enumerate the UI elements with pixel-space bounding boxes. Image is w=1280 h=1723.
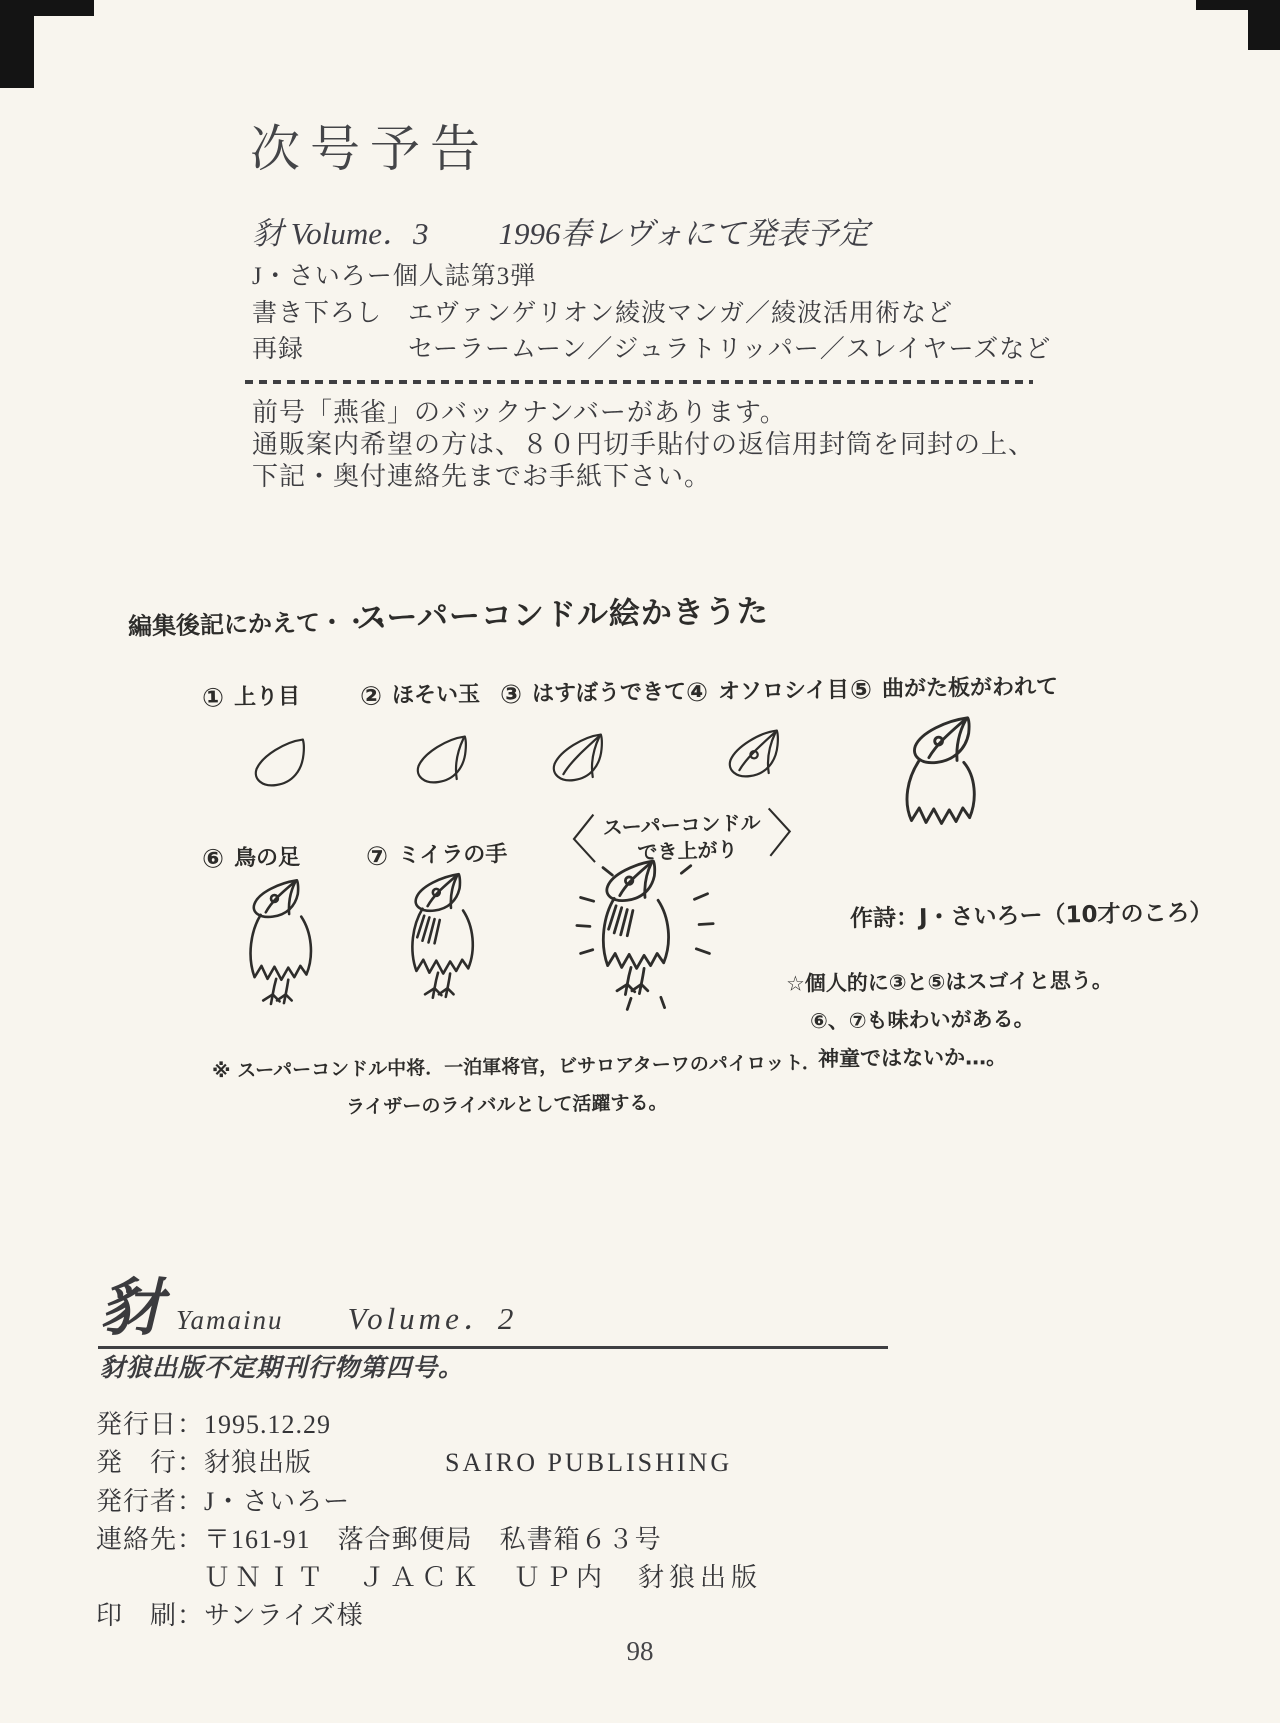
colophon-subtitle: 豺狼出版不定期刊行物第四号。 [100,1355,465,1382]
backnumber-line-1: 前号「燕雀」のバックナンバーがあります。 [252,398,787,427]
colophon-volume: Volume．2 [347,1301,518,1336]
editor-comment-3: 神童ではないか…。 [817,1045,1008,1071]
song-credit-note: 作詩：J・さいろー（10才のころ） [849,899,1213,933]
step-3-label [500,680,686,709]
backnumber-line-2: 通販案内希望の方は、８０円切手貼付の返信用封筒を同封の上、 [252,430,1036,459]
page-number: 98 [626,1636,654,1666]
scan-artifact-top-right-strip [1196,0,1280,10]
dashed-divider [245,380,1033,384]
step-2-text: ほそい玉 [391,682,481,709]
step-1-text: 上り目 [233,684,301,711]
condor-step-3-drawing [548,727,614,789]
contact-row: 連絡先：〒161-91 落合郵便局 私書箱６３号 [96,1525,662,1554]
step-3-number: ③ [499,679,523,711]
step-5-number: ⑤ [849,675,873,706]
condor-step-1-drawing [250,732,316,794]
step-1-label [201,683,301,714]
new-content-line: 書き下ろし エヴァンゲリオン綾波マンガ／綾波活用術など [252,300,954,327]
backnumber-line-3: 下記・奥付連絡先までお手紙下さい。 [252,462,712,491]
step-4-label [685,677,850,709]
colophon-title-romaji: Yamainu [176,1305,284,1335]
next-volume-label: 豺 Volume．3 [252,216,429,251]
step-7-label [366,842,508,870]
finished-caption-line-1: スーパーコンドル [602,810,761,840]
next-volume-event: 1996春レヴォにて発表予定 [498,216,870,251]
step-4-number: ④ [685,677,709,709]
publication-date-row: 発行日：1995.12.29 [96,1410,332,1439]
printer-row: 印 刷：サンライズ様 [96,1601,364,1630]
right-angle-bracket: 〉 [765,803,820,866]
step-6-number: ⑥ [201,844,225,875]
step-6-label [201,844,301,875]
condor-step-4-drawing [724,723,790,785]
colophon-title [100,1275,518,1343]
editor-comment-1: ☆個人的に③と⑤はスゴイと思う。 [785,968,1113,996]
condor-step-5-drawing [886,712,998,838]
step-2-number: ② [359,681,383,712]
condor-finished-drawing [575,852,715,1012]
step-1-number: ① [201,683,225,714]
character-footnote-line-1: ※ スーパーコンドル中将．一泊軍将官，ビサロアターワのパイロット． [211,1051,821,1083]
condor-step-2-drawing [412,729,478,791]
publisher-row [96,1450,732,1476]
contact-unit-row: ＵＮＩＴ ＪＡＣＫ ＵＰ内 豺狼出版 [204,1563,763,1592]
step-6-text: 鳥の足 [233,845,301,872]
condor-step-7-drawing [400,869,508,1009]
publisher-label: 発 行：豺狼出版 [96,1448,313,1477]
personal-zine-line: J・さいろー個人誌第3弾 [252,263,537,290]
left-angle-bracket: 〈 [544,810,599,873]
step-7-text: ミイラの手 [397,842,508,869]
colophon-title-kanji: 豺 [100,1275,163,1343]
character-footnote-line-2: ライザーのライバルとして活躍する。 [345,1091,668,1119]
scan-artifact-top-left-strip [0,0,94,16]
finished-caption-line-2: でき上がり [637,837,738,865]
next-issue-heading: 次号予告 [250,121,490,177]
next-volume-announcement [252,218,869,249]
step-7-number: ⑦ [365,841,389,872]
reprint-line: 再録 セーラームーン／ジュラトリッパー／スレイヤーズなど [252,336,1052,363]
step-4-text: オソロシイ目 [717,677,850,705]
drawing-song-title: スーパーコンドル絵かきうた [355,593,770,637]
author-row: 発行者：J・さいろー [96,1487,351,1516]
condor-step-6-drawing [238,876,342,1010]
step-3-text: はすぼうできて [531,679,687,707]
editor-note-intro: 編集後記にかえて・・・ [127,607,393,641]
colophon-rule [98,1346,888,1349]
editor-comment-2: ⑥、⑦も味わいがある。 [809,1006,1035,1034]
step-2-label [360,682,480,710]
step-5-text: 曲がた板がわれて [881,674,1059,703]
publisher-english-name: SAIRO PUBLISHING [445,1448,733,1477]
step-5-label [850,675,1058,704]
